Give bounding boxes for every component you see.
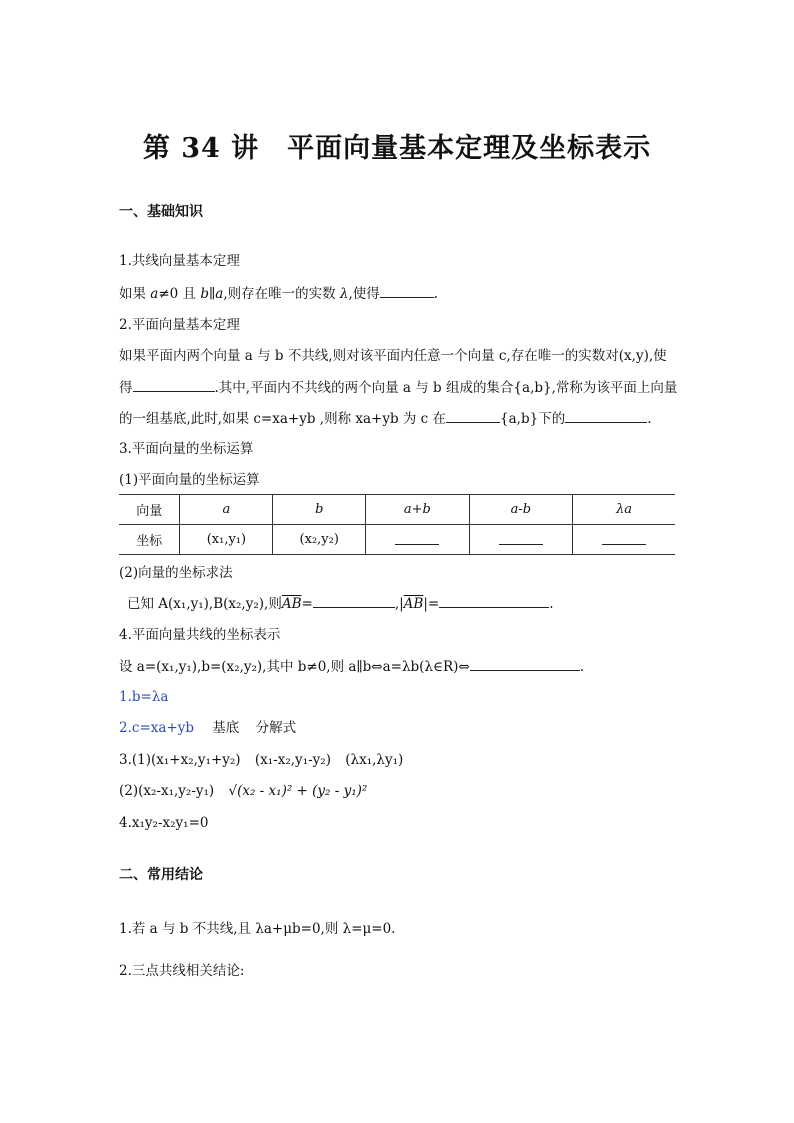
text-segment: 分解式	[255, 720, 297, 736]
text-segment: =	[301, 596, 313, 612]
table-cell: 坐标	[119, 525, 180, 555]
table-cell: 向量	[119, 495, 180, 525]
text-segment: ,则存在唯一的实数	[223, 286, 340, 302]
fill-blank[interactable]	[313, 594, 395, 608]
fill-blank[interactable]	[499, 531, 543, 545]
answer-1: 1.b=λa	[119, 689, 169, 705]
table-row	[119, 525, 675, 555]
vector-ab: $\overline{AB}$	[281, 596, 302, 612]
table-cell-blank[interactable]	[573, 525, 675, 555]
table-cell: (x₁,y₁)	[180, 525, 273, 555]
fill-blank[interactable]	[395, 531, 439, 545]
table-cell: a+b	[366, 495, 469, 525]
section-heading-basics: 一、基础知识	[119, 204, 203, 220]
text-segment: 设 a=(x₁,y₁),b=(x₂,y₂),其中 b≠0,则 a∥b⇔a=λb(λ∈R)⇔	[119, 659, 470, 675]
text-segment: b	[200, 286, 209, 302]
heading-collinear-theorem: 1.共线向量基本定理	[119, 253, 240, 269]
text-segment: ,使得	[348, 286, 380, 302]
fill-blank[interactable]	[133, 378, 215, 392]
fill-blank[interactable]	[446, 409, 500, 423]
table-cell: (x₂,y₂)	[273, 525, 366, 555]
text-segment: {a,b}下的	[500, 411, 566, 427]
subheading-coordinate-find: (2)向量的坐标求法	[119, 565, 233, 581]
coordinate-table	[119, 494, 675, 555]
text-segment: 3.(1)(x₁+x₂,y₁+y₂)	[119, 752, 241, 768]
fill-blank[interactable]	[565, 409, 647, 423]
text-segment: |=	[423, 596, 440, 612]
answer-5: 4.x₁y₂-x₂y₁=0	[119, 815, 209, 831]
text-segment: .其中,平面内不共线的两个向量 a 与 b 组成的集合{a,b},常称为该平面上向量	[214, 380, 678, 396]
coordinate-find-text: 已知 A(x₁,y₁),B(x₂,y₂),则$\overline{AB}= ,|\overline{AB}|=$ .	[127, 596, 554, 612]
sqrt-expression: √(x₂ - x₁)² + (y₂ - y₁)²	[228, 783, 368, 799]
text-segment: (λx₁,λy₁)	[345, 752, 404, 768]
text-segment: a	[150, 286, 159, 302]
table-cell: b	[273, 495, 366, 525]
answer-2	[119, 719, 296, 737]
page-title: 第 34 讲 平面向量基本定理及坐标表示	[142, 133, 652, 164]
table-cell-blank[interactable]	[469, 525, 572, 555]
text-segment: 已知 A(x₁,y₁),B(x₂,y₂),则	[127, 596, 282, 612]
basis-theorem-line-2	[119, 378, 677, 397]
vector-ab: $\overline{AB}$	[403, 596, 424, 612]
heading-basis-theorem: 2.平面向量基本定理	[119, 317, 240, 333]
basis-theorem-line-1: 如果平面内两个向量 a 与 b 不共线,则对该平面内任意一个向量 c,存在唯一的实数对(x,y),使	[119, 348, 667, 364]
heading-collinear-coords: 4.平面向量共线的坐标表示	[119, 627, 281, 643]
text-segment: 的一组基底,此时,如果 c=xa+yb ,则称 xa+yb 为 c 在	[119, 411, 447, 427]
fill-blank[interactable]	[439, 594, 549, 608]
answer-3	[119, 751, 403, 769]
table-cell: a-b	[469, 495, 572, 525]
text-segment: ≠0 且	[158, 286, 201, 302]
section-heading-conclusions: 二、常用结论	[119, 867, 203, 883]
table-cell: a	[180, 495, 273, 525]
text-segment: λ	[339, 286, 349, 302]
text-segment: (x₁-x₂,y₁-y₂)	[254, 752, 331, 768]
table-row	[119, 495, 675, 525]
text-segment: ,|	[394, 596, 404, 612]
conclusion-1: 1.若 a 与 b 不共线,且 λa+μb=0,则 λ=μ=0.	[119, 921, 396, 937]
text-segment: 得	[119, 380, 133, 396]
table-cell-blank[interactable]	[366, 525, 469, 555]
text-segment: 基底	[212, 720, 240, 736]
fill-blank[interactable]	[602, 531, 646, 545]
table-cell: λa	[573, 495, 675, 525]
collinear-theorem-text: 如果 a≠0 且 b∥a,则存在唯一的实数 λ,使得 .	[119, 286, 439, 302]
fill-blank[interactable]	[380, 284, 434, 298]
text-segment: 如果	[119, 286, 151, 302]
conclusion-2: 2.三点共线相关结论:	[119, 963, 245, 979]
text-segment: 2.c=xa+yb	[119, 720, 194, 736]
text-segment: (2)(x₂-x₁,y₂-y₁)	[119, 783, 215, 799]
basis-theorem-line-3: 的一组基底,此时,如果 c=xa+yb ,则称 xa+yb 为 c 在 {a,b}下的 .	[119, 411, 652, 427]
heading-coordinate-ops: 3.平面向量的坐标运算	[119, 441, 254, 457]
answer-4	[119, 782, 367, 800]
fill-blank[interactable]	[470, 657, 580, 671]
text-segment: ∥	[209, 286, 216, 302]
collinear-coords-text: 设 a=(x₁,y₁),b=(x₂,y₂),其中 b≠0,则 a∥b⇔a=λb(λ∈R)⇔ .	[119, 659, 585, 675]
subheading-coordinate-ops: (1)平面向量的坐标运算	[119, 472, 260, 488]
text-segment: a	[215, 286, 224, 302]
